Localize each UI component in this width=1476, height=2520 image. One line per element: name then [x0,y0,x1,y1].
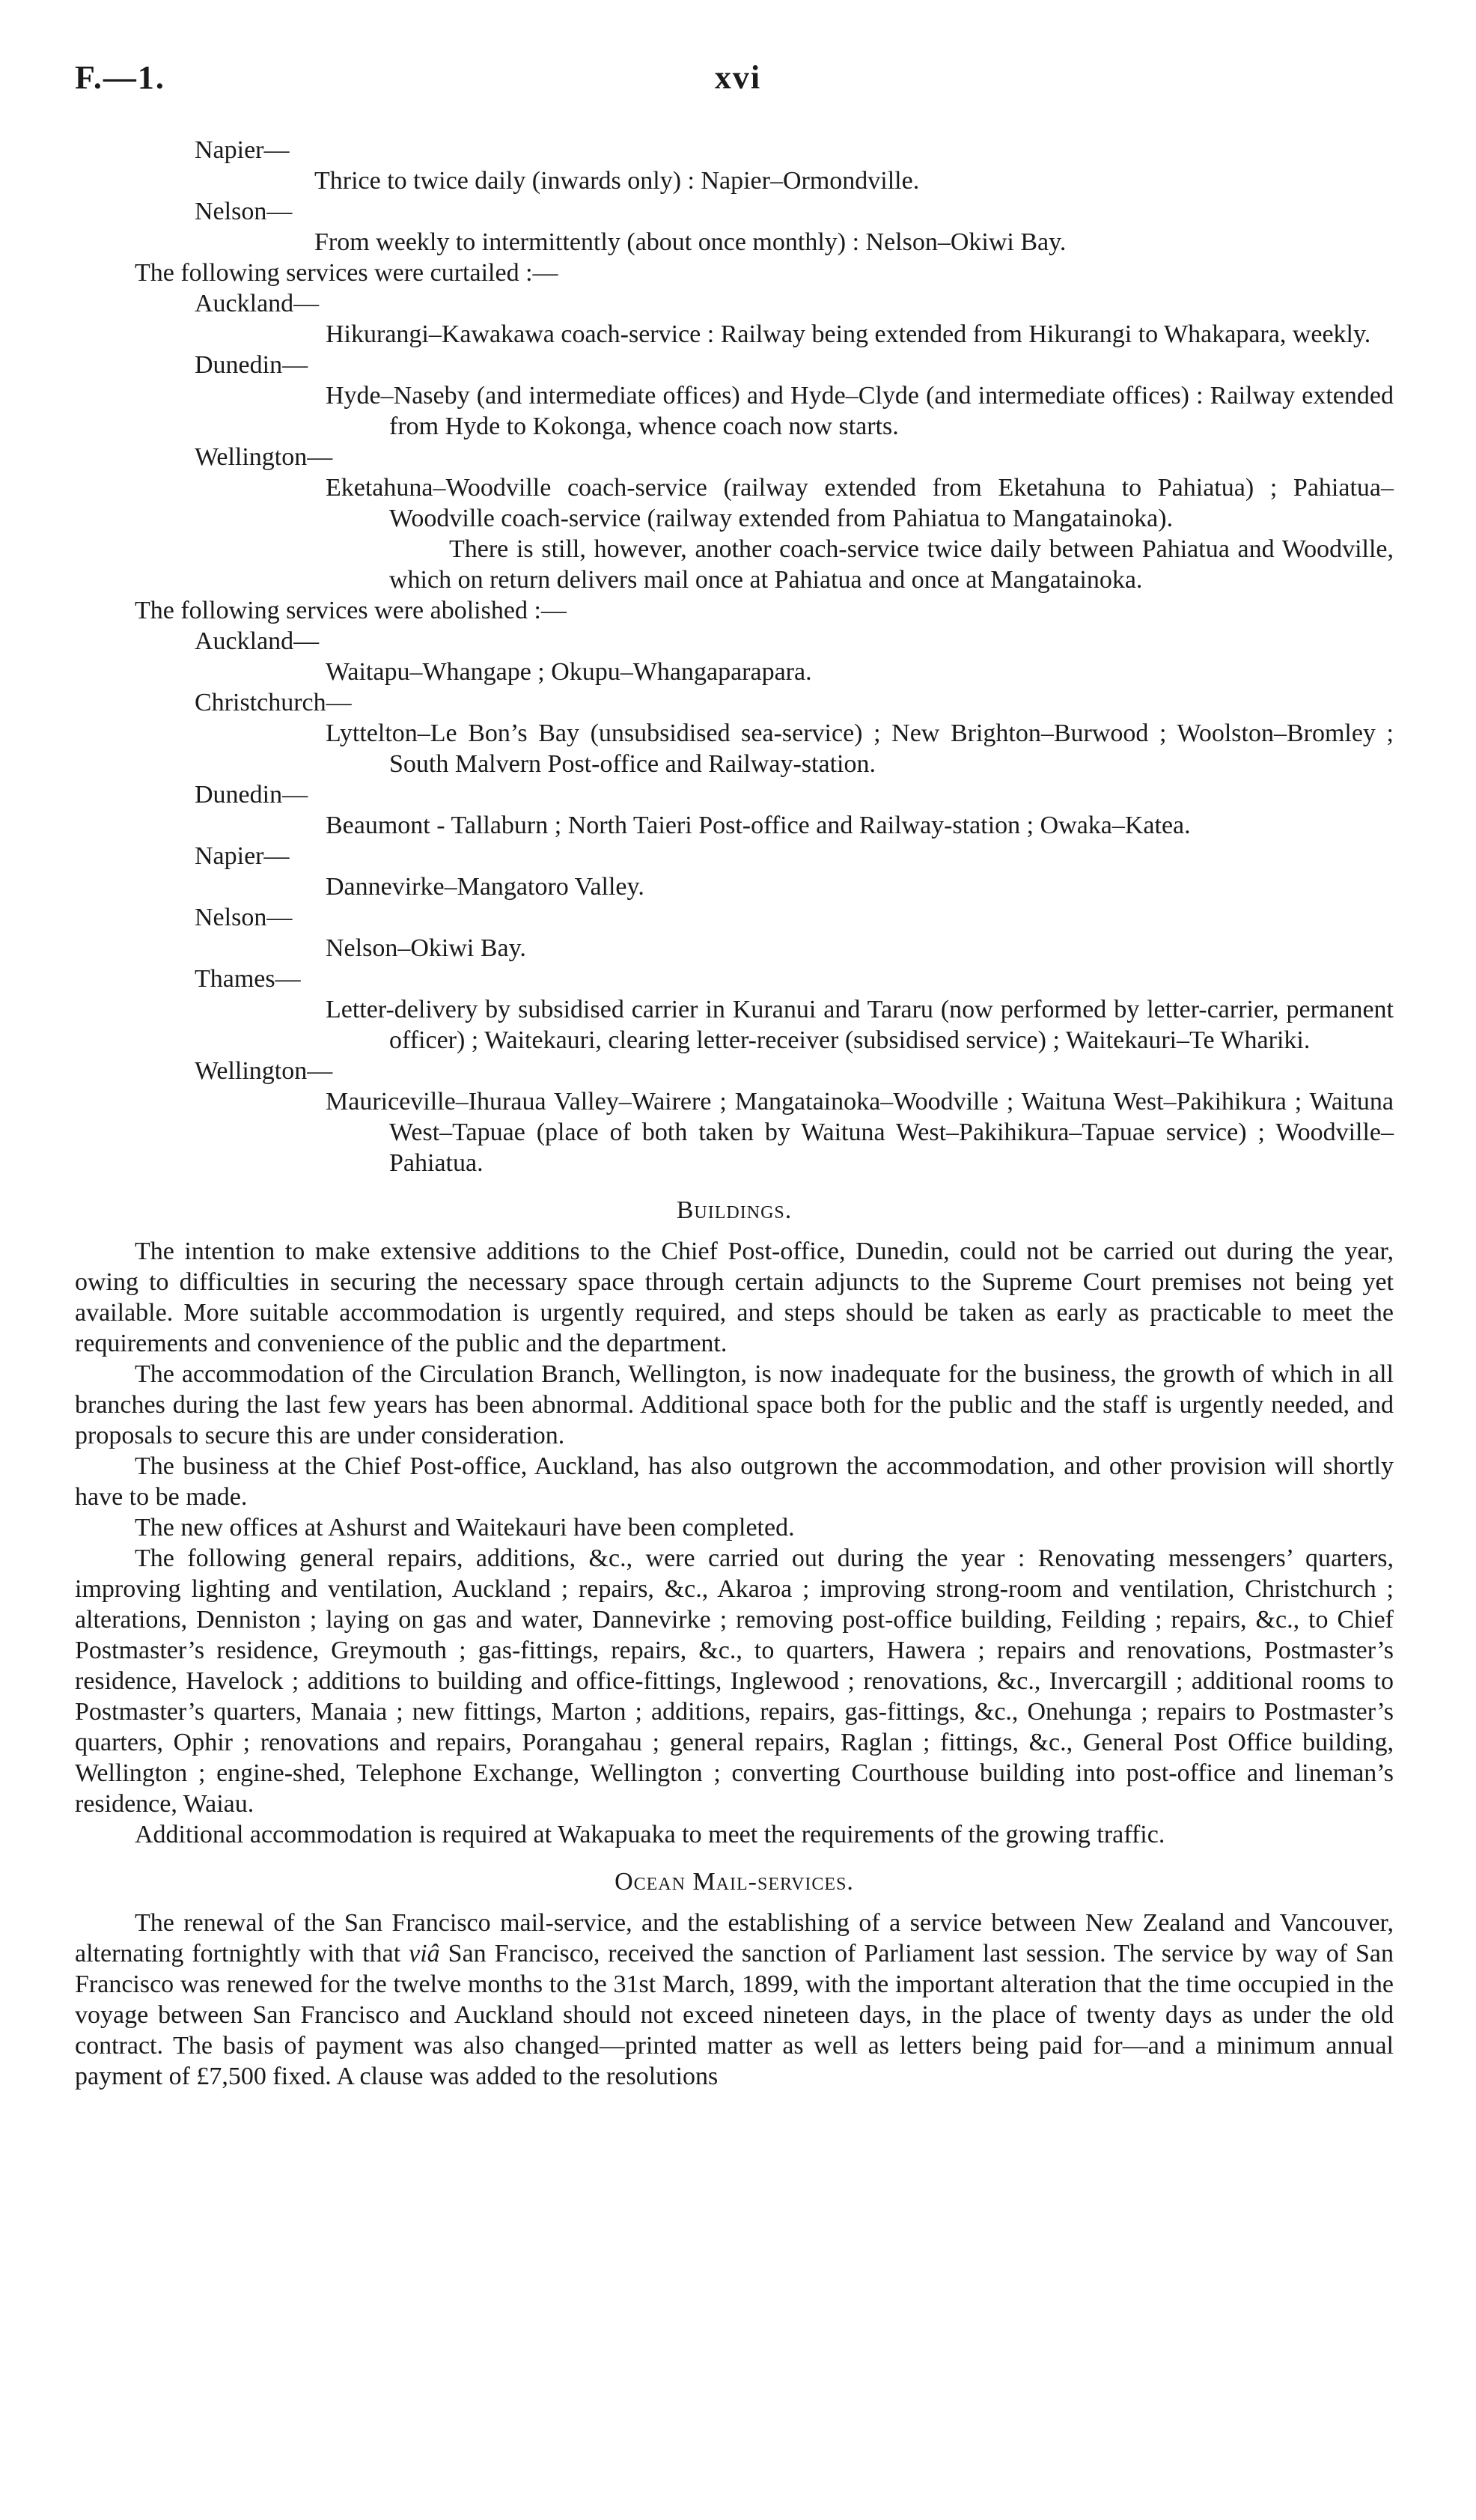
service-entry: Waitapu–Whangape ; Okupu–Whangaparapara. [326,658,812,686]
service-entry: Hyde–Naseby (and intermediate offices) and Hyde–Clyde (and intermediate offices) : Railway extended from Hyde to Kokonga, whence coach now starts. [326,382,1394,440]
body-paragraph: The intention to make extensive additions to the Chief Post-office, Dunedin, could not be carried out during the year, owing to difficulties in securing the necessary space through certain adjuncts to the Supreme Court premises not being yet available. More suitable accommodation is urgently required, and steps should be taken as early as practicable to meet the requirements and convenience of the public and the department. [75,1238,1394,1357]
service-entry: Beaumont - Tallaburn ; North Taieri Post-office and Railway-station ; Owaka–Katea. [326,812,1191,839]
region-heading: Auckland— [195,290,320,317]
service-entry: Letter-delivery by subsidised carrier in Kuranui and Tararu (now performed by letter-carrier, permanent officer) ; Waitekauri, clearing letter-receiver (subsidised service) ; Waitekauri–Te Whariki. [326,996,1394,1054]
body-paragraph: Additional accommodation is required at Wakapuaka to meet the requirements of the growing traffic. [135,1821,1165,1848]
service-note: There is still, however, another coach-service twice daily between Pahiatua and Woodville, which on return delivers mail once at Pahiatua and once at Mangatainoka. [389,535,1394,594]
region-heading: Auckland— [195,627,320,655]
report-code: F.—1. [75,59,165,96]
body-paragraph: The accommodation of the Circulation Branch, Wellington, is now inadequate for the business, the growth of which in all branches during the last few years has been abnormal. Additional space both for the public and the staff is urgently needed, and proposals to secure this are under consideration. [75,1360,1394,1449]
region-heading: Nelson— [195,904,293,931]
page-number: xvi [714,59,762,96]
region-heading: Thames— [195,965,301,993]
region-heading: Wellington— [195,1057,333,1085]
region-heading: Dunedin— [195,351,308,379]
buildings-heading: Buildings. [676,1196,793,1224]
service-entry: Thrice to twice daily (inwards only) : Napier–Ormondville. [314,167,920,195]
region-heading: Nelson— [195,198,293,225]
body-paragraph: The following general repairs, additions, &c., were carried out during the year : Renovating messengers’ quarters, improving lighting and ventilation, Auckland ; repairs, &c., Akaroa ; improving strong-room and ventilation, Christchurch ; alterations, Denniston ; laying on gas and water, Dannevirke ; removing post-office building, Feilding ; repairs, &c., to Chief Postmaster’s residence, Greymouth ; gas-fittings, repairs, &c., to quarters, Hawera ; repairs and renovations, Postmaster’s residence, Havelock ; additions to building and office-fittings, Inglewood ; renovations, &c., Invercargill ; additional rooms to Postmaster’s quarters, Manaia ; new fittings, Marton ; additions, repairs, gas-fittings, &c., Onehunga ; repairs to Postmaster’s quarters, Ophir ; renovations and repairs, Porangahau ; general repairs, Raglan ; fittings, &c., General Post Office building, Wellington ; engine-shed, Telephone Exchange, Wellington ; converting Courthouse building into post-office and lineman’s residence, Waiau. [75,1544,1394,1818]
ocean-mail-heading: Ocean Mail-services. [615,1868,854,1896]
region-heading: Wellington— [195,443,333,471]
service-entry: Mauriceville–Ihuraua Valley–Wairere ; Mangatainoka–Woodville ; Waituna West–Pakihikura ; Waituna West–Tapuae (place of both taken by Waituna West–Pakihikura–Tapuae service) ; Woodville–Pahiatua. [326,1088,1394,1177]
service-entry: From weekly to intermittently (about once monthly) : Nelson–Okiwi Bay. [314,228,1067,256]
page-header [0,58,1476,118]
service-entry: Dannevirke–Mangatoro Valley. [326,873,644,901]
service-entry: Nelson–Okiwi Bay. [326,934,526,962]
region-heading: Napier— [195,842,290,870]
body-paragraph: The renewal of the San Francisco mail-service, and the establishing of a service between New Zealand and Vancouver, alternating fortnightly with that viâ San Francisco, received the sanction of Parliament last session. The service by way of San Francisco was renewed for the twelve months to the 31st March, 1899, with the important alteration that the time occupied in the voyage between San Francisco and Auckland should not exceed nineteen days, in the place of twenty days as under the old contract. The basis of payment was also changed—printed matter as well as letters being paid for—and a minimum annual payment of £7,500 fixed. A clause was added to the resolutions [75,1909,1394,2090]
body-paragraph: The new offices at Ashurst and Waitekauri have been completed. [135,1514,795,1541]
page-content [75,135,1394,2092]
region-heading: Dunedin— [195,781,308,809]
abolished-intro: The following services were abolished :— [135,597,567,624]
service-entry: Eketahuna–Woodville coach-service (railway extended from Eketahuna to Pahiatua) ; Pahiatua–Woodville coach-service (railway extended from Pahiatua to Mangatainoka). [326,474,1394,532]
service-entry: Lyttelton–Le Bon’s Bay (unsubsidised sea-service) ; New Brighton–Burwood ; Woolston–Bromley ; South Malvern Post-office and Railway-station. [326,719,1394,778]
body-paragraph: The business at the Chief Post-office, Auckland, has also outgrown the accommodation, and other provision will shortly have to be made. [75,1452,1394,1511]
curtailed-intro: The following services were curtailed :— [135,259,558,287]
service-entry: Hikurangi–Kawakawa coach-service : Railway being extended from Hikurangi to Whakapara, weekly. [326,320,1371,348]
region-heading: Napier— [195,136,290,164]
region-heading: Christchurch— [195,689,352,716]
